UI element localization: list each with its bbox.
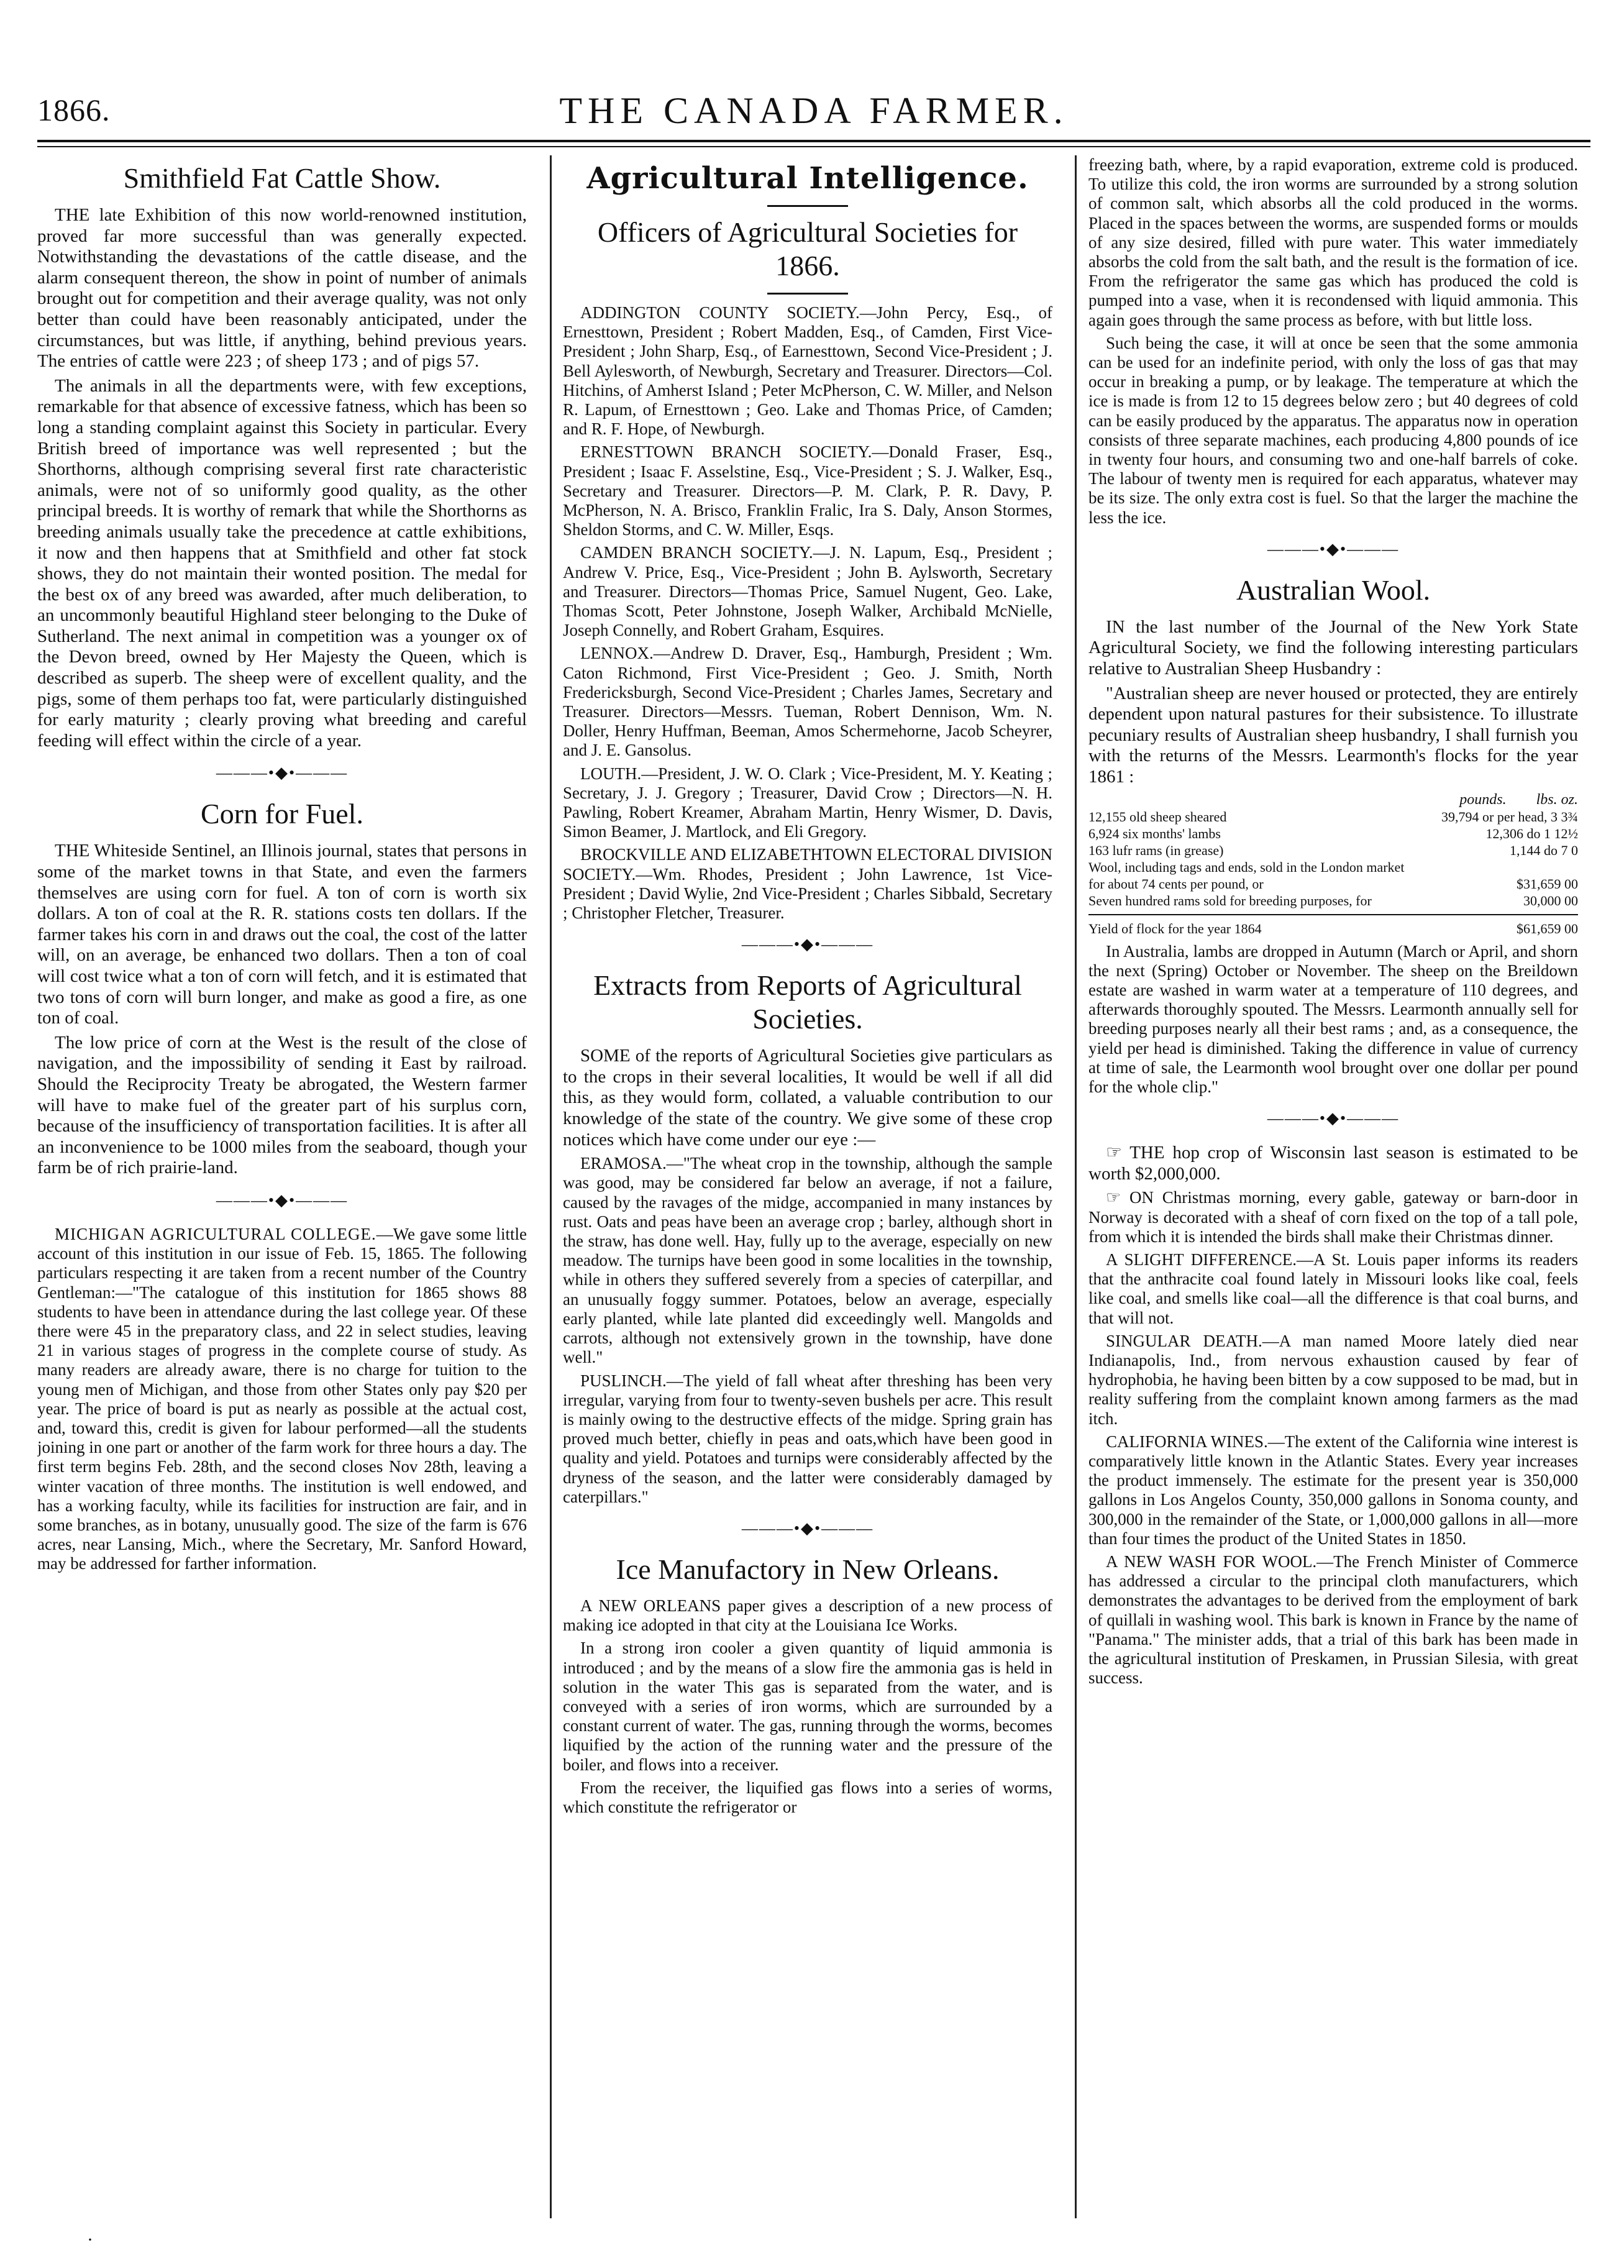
- article-paragraph: freezing bath, where, by a rapid evaporation, extreme cold is produced. To utilize this cold, the iron worms are surrounded by a strong solution of common salt, which absorbs all the cold produced in the worms. Placed in the spaces between the worms, are suspended forms or moulds of any size desired, filled with pure water. This water immediately absorbs the cold from the salt bath, and the result is the formation of ice. From the refrigerator the same gas which has produced the cold is pumped into a vase, when it is recondensed with liquid ammonia. This again goes through the same process as before, with but little loss.: [1088, 155, 1578, 329]
- table-rule: [1088, 914, 1578, 915]
- column-rule-2: [1075, 155, 1077, 2218]
- table-row: Wool, including tags and ends, sold in the London market: [1088, 859, 1405, 875]
- heading-rule: [767, 293, 848, 295]
- section-divider: ———•◆•———: [741, 1519, 874, 1537]
- headline-officers: Officers of Agricultural Societies for 1866.: [597, 216, 1018, 281]
- section-divider: ———•◆•———: [1267, 539, 1400, 558]
- headline-smithfield: Smithfield Fat Cattle Show.: [123, 162, 441, 194]
- article-paragraph: ☞ ON Christmas morning, every gable, gateway or barn-door in Norway is decorated with a sheaf of corn fixed on the top of a tall pole, from which it is intended the birds shall make their Christmas dinner.: [1088, 1188, 1578, 1246]
- headline-ice-manufactory: Ice Manufactory in New Orleans.: [616, 1553, 1000, 1585]
- section-divider: ———•◆•———: [216, 764, 349, 782]
- article-paragraph: ☞ THE hop crop of Wisconsin last season is estimated to be worth $2,000,000.: [1088, 1143, 1578, 1184]
- column-3: [1088, 155, 1578, 2225]
- article-paragraph: The animals in all the departments were, with few exceptions, remarkable for that absence of excessive fatness, which has been so long a standing complaint against this Society in particular. Every British breed of importance was well represented ; but the Shorthorns, although comprising several first rate characteristic animals, were not of so uniformly good quality, as the other principal breeds. It is worthy of remark that while the Shorthorns as breeding animals usually take the precedence at cattle exhibitions, it now and then happens that at Smithfield and other fat stock shows, they do not maintain their wonted position. The medal for the best ox of any breed was awarded, after much deliberation, to an uncommonly beautiful Highland steer belonging to the Duke of Sutherland. The next animal in competition was a younger ox of the Devon breed, owned by Her Majesty the Queen, which is described as superb. The sheep were of excellent quality, and the pigs, some of them perhaps too fat, were particularly distinguished for early maturity ; clearly proving what breeding and careful feeding will effect within the circle of a year.: [37, 375, 527, 751]
- article-paragraph: "Australian sheep are never housed or protected, they are entirely dependent upon natural pastures for their subsistence. To illustrate pecuniary results of Australian sheep husbandry, I shall furnish you with the returns of the Messrs. Learmonth's flocks for the year 1861 :: [1088, 683, 1578, 787]
- article-paragraph: IN the last number of the Journal of the New York State Agricultural Society, we find the following interesting particulars relative to Australian Sheep Husbandry :: [1088, 616, 1578, 679]
- table-row: Seven hundred rams sold for breeding purposes, for 30,000 00: [1088, 892, 1578, 908]
- headline-australian-wool: Australian Wool.: [1236, 574, 1431, 606]
- article-paragraph: ERAMOSA.—"The wheat crop in the township, although the sample was good, may be considered far below an average, if not a failure, caused by the ravages of the midge, accompanied in many instances by rust. Oats and peas have been an average crop ; barley, although short in the straw, has done well. Hay, fully up to the average, especially on new meadow. The turnips have been good in some localities in the township, while in others they suffered severely from a species of caterpillar, and an unusually foggy summer. Potatoes, below an average, especially early planted, while late planted did exceedingly well. Mangolds and carrots, although not extensively grown in the township, have done well.": [563, 1154, 1052, 1367]
- article-paragraph: ADDINGTON COUNTY SOCIETY.—John Percy, Esq., of Ernesttown, President ; Robert Madden, Esq., of Camden, First Vice-President ; John Sharp, Esq., of Earnesttown, Second Vice-President ; J. Bell Aylesworth, of Newburgh, Secretary and Treasurer. Directors—Col. Hitchins, of Amherst Island ; Peter McPherson, C. W. Miller, and Nelson R. Lapum, of Ernesttown ; Geo. Lake and Thomas Price, of Camden; and R. F. Hope, of Newburgh.: [563, 303, 1052, 439]
- article-paragraph: THE Whiteside Sentinel, an Illinois journal, states that persons in some of the market towns in that State, and even the farmers themselves are using corn for fuel. A ton of corn is worth six dollars. A ton of coal at the R. R. stations costs ten dollars. If the farmer takes his corn in and draws out the coal, the cost of the latter will, on an average, be enhanced two dollars. Then a ton of coal will cost twice what a ton of corn will fetch, and it is estimated that two tons of corn will burn longer, and make as good a fire, as one ton of coal.: [37, 841, 527, 1028]
- masthead: [37, 87, 1590, 143]
- article-paragraph: [37, 1225, 527, 1574]
- column-1: [37, 155, 527, 2225]
- masthead-year: 1866.: [37, 93, 111, 127]
- page-dot: ·: [87, 2229, 93, 2250]
- article-paragraph: BROCKVILLE AND ELIZABETHTOWN ELECTORAL DIVISION SOCIETY.—Wm. Rhodes, President ; John Lawrence, 1st Vice-President ; David Wylie, 2nd Vice-President ; Charles Sibbald, Secretary ; Christopher Fletcher, Treasurer.: [563, 845, 1052, 923]
- heading-rule: [767, 205, 848, 207]
- column-2: [563, 155, 1052, 2225]
- article-paragraph: CALIFORNIA WINES.—The extent of the California wine interest is comparatively little known in the Atlantic States. Every year increases the product immensely. The estimate for the present year is 350,000 gallons in Los Angelos County, 350,000 gallons in Sonoma county, and 300,000 in the remainder of the State, or 1,000,000 gallons in all—more than four times the product of the United States in 1850.: [1088, 1432, 1578, 1548]
- masthead-rule: [37, 140, 1590, 147]
- article-paragraph: CAMDEN BRANCH SOCIETY.—J. N. Lapum, Esq., President ; Andrew V. Price, Esq., Vice-President ; John B. Aylsworth, Secretary and Treasurer. Directors—Thomas Price, Samuel Nugent, Geo. Lake, Thomas Scott, Peter Johnstone, Joseph Walker, Archibald McNielle, Joseph Connelly, and Robert Graham, Esquires.: [563, 543, 1052, 640]
- article-paragraph: In a strong iron cooler a given quantity of liquid ammonia is introduced ; and by the means of a slow fire the ammonia gas is held in solution in the water This gas is separated from the water, and is conveyed with a series of iron worms, which are surrounded by a constant current of water. The gas, running through the worms, becomes liquified by the action of the running water and the pressure of the boiler, and flows into a receiver.: [563, 1639, 1052, 1774]
- article-paragraph: The low price of corn at the West is the result of the close of navigation, and the impossibility of sending it East by railroad. Should the Reciprocity Treaty be abrogated, the Western farmer will have to make fuel of the greater part of his surplus corn, because of the insufficiency of transportation facilities. It is after all an inconvenience to be 1000 miles from the seaboard, though your farm be of rich prairie-land.: [37, 1032, 527, 1178]
- run-in-body: —We gave some little account of this institution in our issue of Feb. 15, 1865. The following particulars respecting it are taken from a recent number of the Country Gentleman:—"The catalogue of this institution for 1865 shows 88 students to have been in attendance during the last college year. Of these there were 45 in the preparatory class, and 22 in select studies, leaving 21 in various stages of progress in the complete course of study. As many readers are already aware, there is no charge for tuition to the young men of Michigan, and those from other States only pay $20 per year. The price of board is put as nearly as possible at the actual cost, and, toward this, credit is given for labour performed—all the students joining in one part or another of the farm work for three hours a day. The first term begins Feb. 28th, and the second closes Nov 28th, leaving a winter vacation of three months. The institution is well endowed, and has a working faculty, while its facilities for instruction are fair, and in some branches, as in botany, unusually good. The size of the farm is 676 acres, near Lansing, Mich., where the Secretary, Mr. Sanford Howard, may be addressed for farther information.: [37, 1224, 527, 1573]
- table-total-row: Yield of flock for the year 1864 $61,659 00: [1088, 920, 1578, 936]
- wool-returns-table: [1088, 792, 1578, 937]
- section-divider: ———•◆•———: [1267, 1109, 1400, 1128]
- masthead-title: THE CANADA FARMER.: [559, 90, 1069, 131]
- headline-corn-fuel: Corn for Fuel.: [201, 798, 363, 830]
- article-paragraph: PUSLINCH.—The yield of fall wheat after threshing has been very irregular, varying from four to twenty-seven bushels per acre. This result is mainly owing to the destructive effects of the midge. Spring grain has proved much better, chiefly in peas and oats,which have been good in quality and yield. Potatoes and turnips were considerably affected by the dryness of the season, and the latter were considerably damaged by caterpillars.": [563, 1371, 1052, 1506]
- article-paragraph: A SLIGHT DIFFERENCE.—A St. Louis paper informs its readers that the anthracite coal found lately in Missouri looks like coal, feels like coal, and smells like coal—all the difference is that coal burns, and that will not.: [1088, 1250, 1578, 1327]
- article-paragraph: THE late Exhibition of this now world-renowned institution, proved far more successful than was generally expected. Notwithstanding the devastations of the cattle disease, and the alarm consequent thereon, the show in point of number of animals brought out for competition and their average quality, was not only better than could have been reasonably anticipated, under the circumstances, but was little, if anything, behind previous years. The entries of cattle were 223 ; of sheep 173 ; and of pigs 57.: [37, 205, 527, 372]
- article-paragraph: In Australia, lambs are dropped in Autumn (March or April, and shorn the next (Spring) October or November. The sheep on the Breildown estate are washed in warm water at a temperature of 110 degrees, and afterwards thoroughly spouted. The Messrs. Learmonth annually sell for breeding purposes nearly all their best rams ; and, as a consequence, the yield per head is diminished. Taking the difference in value of currency at time of sale, the Learmonth wool brought over one dollar per pound for the whole clip.": [1088, 941, 1578, 1097]
- section-divider: ———•◆•———: [216, 1191, 349, 1209]
- article-paragraph: Such being the case, it will at once be seen that the some ammonia can be used for an indefinite period, with only the loss of gas that may occur in breaking a pump, or by leakage. The temperature at which the ice is made is from 12 to 15 degrees below zero ; but 40 degrees of cold can be easily produced by the apparatus. The apparatus now in operation consists of three separate machines, each producing 4,800 pounds of ice in twenty four hours, and consuming two and one-half barrels of coke. The labour of twenty men is required for each apparatus, whatever may be its size. The only extra cost is fuel. So that the larger the machine the less the ice.: [1088, 333, 1578, 527]
- table-header: pounds. lbs. oz.: [1459, 791, 1578, 808]
- headline-extracts: Extracts from Reports of Agricultural Societies.: [593, 969, 1022, 1035]
- article-paragraph: ERNESTTOWN BRANCH SOCIETY.—Donald Fraser, Esq., President ; Isaac F. Asselstine, Esq., Vice-President ; S. J. Walker, Esq., Secretary and Treasurer. Directors—P. M. Clark, P. R. Davy, P. McPherson, N. A. Brisco, Franklin Fralic, Ira S. Daly, Anson Stormes, Sheldon Storms, and C. W. Miller, Esqs.: [563, 442, 1052, 539]
- article-paragraph: A NEW WASH FOR WOOL.—The French Minister of Commerce has addressed a circular to the principal cloth manufacturers, which demonstrates the advantages to be derived from the employment of bark of quillali in washing wool. This bark is known in France by the name of "Panama." The minister adds, that a trial of this bark has been made in the agricultural institution of Preskamen, in Prussian Silesia, with great success.: [1088, 1552, 1578, 1688]
- article-paragraph: From the receiver, the liquified gas flows into a series of worms, which constitute the refrigerator or: [563, 1778, 1052, 1816]
- table-row: 12,155 old sheep sheared 39,794 or per head, 3 3¾: [1088, 808, 1578, 825]
- column-rule-1: [550, 155, 552, 2218]
- article-paragraph: A NEW ORLEANS paper gives a description of a new process of making ice adopted in that city at the Louisiana Ice Works.: [563, 1596, 1052, 1635]
- article-paragraph: LOUTH.—President, J. W. O. Clark ; Vice-President, M. Y. Keating ; Secretary, J. J. Gregory ; Treasurer, David Crow ; Directors—N. H. Pawling, Robert Kreamer, Abraham Martin, Henry Wismer, D. Davis, Simon Beamer, J. Martlock, and Eli Gregory.: [563, 764, 1052, 841]
- table-row: 163 lufr rams (in grease) 1,144 do 7 0: [1088, 842, 1578, 858]
- department-heading: Agricultural Intelligence.: [586, 161, 1029, 196]
- run-in-head: MICHIGAN AGRICULTURAL COLLEGE.: [55, 1224, 376, 1243]
- article-paragraph: SOME of the reports of Agricultural Societies give particulars as to the crops in their several localities, It would be well if all did this, as they would form, collated, a valuable contribution to our knowledge of the state of the country. We give some of these crop notices which have come under our eye :—: [563, 1046, 1052, 1150]
- section-divider: ———•◆•———: [741, 935, 874, 954]
- table-row: for about 74 cents per pound, or $31,659 00: [1088, 876, 1578, 892]
- article-paragraph: LENNOX.—Andrew D. Draver, Esq., Hamburgh, President ; Wm. Caton Richmond, First Vice-President ; Geo. J. Smith, North Fredericksburgh, Second Vice-President ; Charles James, Secretary and Treasurer. Directors—Messrs. Tueman, Robert Dennison, Wm. N. Doller, Henry Huffman, Beeman, Amos Schermehorne, Jacob Scheyrer, and J. E. Gansolus.: [563, 644, 1052, 760]
- table-row: 6,924 six months' lambs 12,306 do 1 12½: [1088, 825, 1578, 841]
- article-paragraph: SINGULAR DEATH.—A man named Moore lately died near Indianapolis, Ind., from nervous exhaustion caused by fear of hydrophobia, he having been bitten by a cow supposed to be mad, but in reality suffering from the complaint known among farmers as the mad itch.: [1088, 1331, 1578, 1428]
